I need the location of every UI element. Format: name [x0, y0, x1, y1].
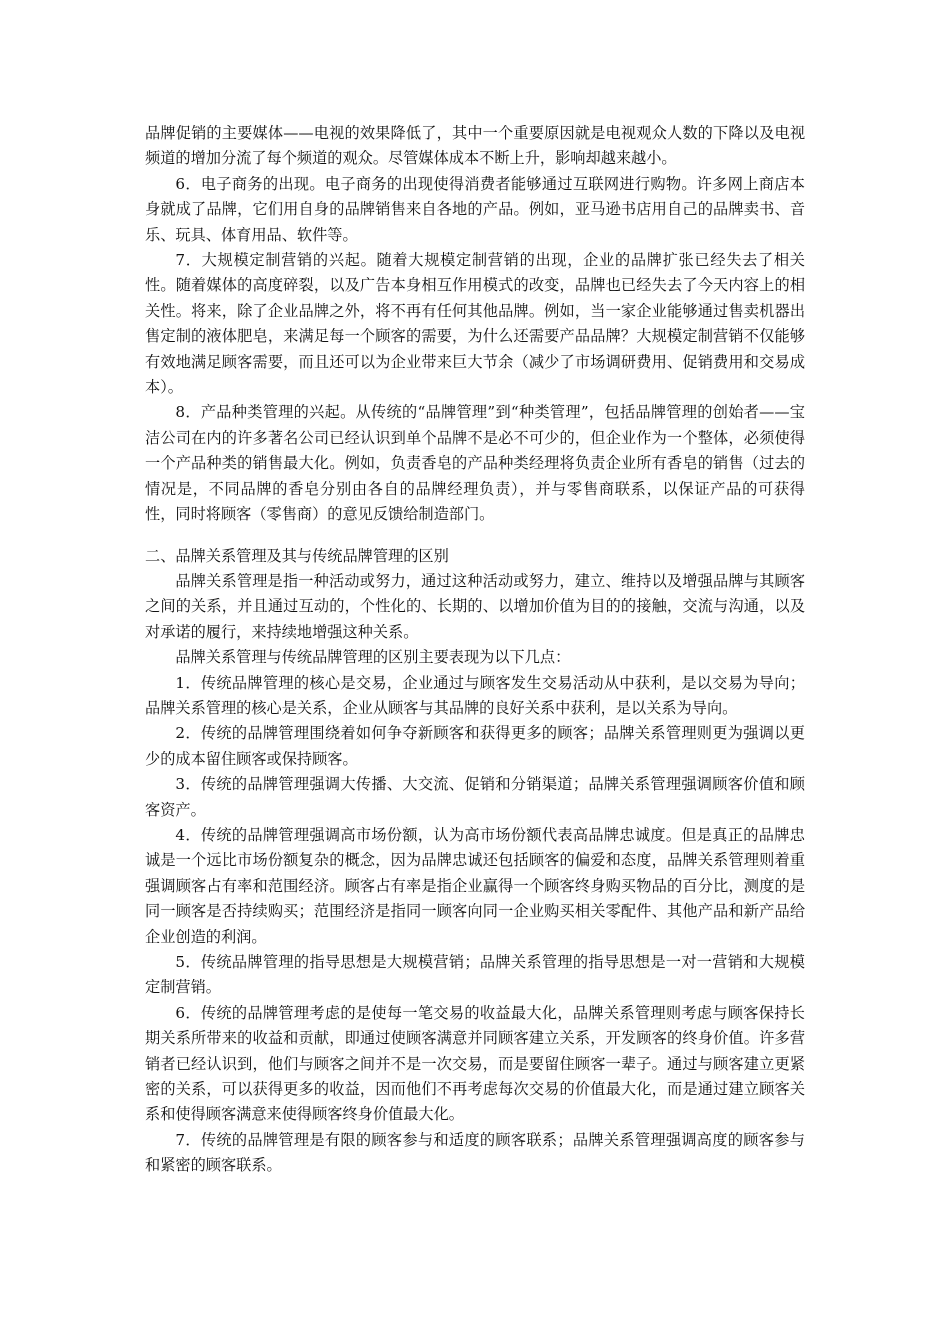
- list-item-difference-4: 4．传统的品牌管理强调高市场份额，认为高市场份额代表高品牌忠诚度。但是真正的品牌忠诚是一个远比市场份额复杂的概念，因为品牌忠诚还包括顾客的偏爱和态度，品牌关系管理则着重强调顾客占有率和范围经济。顾客占有率是指企业赢得一个顾客终身购买物品的百分比，测度的是同一顾客是否持续购买；范围经济是指同一顾客向同一企业购买相关零配件、其他产品和新产品给企业创造的利润。: [145, 825, 805, 946]
- paragraph-category-management: 8．产品种类管理的兴起。从传统的“品牌管理”到“种类管理”，包括品牌管理的创始者——宝洁公司在内的许多著名公司已经认识到单个品牌不是必不可少的，但企业作为一个整体，必须使得一个产品种类的销售最大化。例如，负责香皂的产品种类经理将负责企业所有香皂的销售（过去的情况是，不同品牌的香皂分别由各自的品牌经理负责），并与零售商联系，以保证产品的可获得性，同时将顾客（零售商）的意见反馈给制造部门。: [145, 403, 805, 524]
- list-item-difference-3: 3．传统的品牌管理强调大传播、大交流、促销和分销渠道；品牌关系管理强调顾客价值和顾客资产。: [145, 775, 805, 819]
- paragraph-media-effect: 品牌促销的主要媒体——电视的效果降低了，其中一个重要原因就是电视观众人数的下降以及电视频道的增加分流了每个频道的观众。尽管媒体成本不断上升，影响却越来越小。: [145, 124, 805, 168]
- list-item-difference-6: 6．传统的品牌管理考虑的是使每一笔交易的收益最大化，品牌关系管理则考虑与顾客保持长期关系所带来的收益和贡献，即通过使顾客满意并同顾客建立关系，开发顾客的终身价值。许多营销者已经认识到，他们与顾客之间并不是一次交易，而是要留住顾客一辈子。通过与顾客建立更紧密的关系，可以获得更多的收益，因而他们不再考虑每次交易的价值最大化，而是通过建立顾客关系和使得顾客满意来使得顾客终身价值最大化。: [145, 1003, 805, 1124]
- section-heading: 二、品牌关系管理及其与传统品牌管理的区别: [145, 546, 449, 565]
- list-item-difference-5: 5．传统品牌管理的指导思想是大规模营销；品牌关系管理的指导思想是一对一营销和大规模定制营销。: [145, 953, 805, 997]
- document-body: [145, 121, 805, 1179]
- paragraph-mass-customization: 7．大规模定制营销的兴起。随着大规模定制营销的出现，企业的品牌扩张已经失去了相关性。随着媒体的高度碎裂，以及广告本身相互作用模式的改变，品牌也已经失去了今天内容上的相关性。将来，除了企业品牌之外，将不再有任何其他品牌。例如，当一家企业能够通过售卖机器出售定制的液体肥皂，来满足每一个顾客的需要，为什么还需要产品品牌？大规模定制营销不仅能够有效地满足顾客需要，而且还可以为企业带来巨大节余（减少了市场调研费用、促销费用和交易成本）。: [145, 251, 805, 397]
- list-item-difference-2: 2．传统的品牌管理围绕着如何争夺新顾客和获得更多的顾客；品牌关系管理则更为强调以更少的成本留住顾客或保持顾客。: [145, 724, 805, 768]
- list-item-difference-7: 7．传统的品牌管理是有限的顾客参与和适度的顾客联系；品牌关系管理强调高度的顾客参与和紧密的顾客联系。: [145, 1130, 805, 1175]
- paragraph-differences-intro: 品牌关系管理与传统品牌管理的区别主要表现为以下几点：: [175, 648, 571, 667]
- paragraph-definition: 品牌关系管理是指一种活动或努力，通过这种活动或努力，建立、维持以及增强品牌与其顾客之间的关系，并且通过互动的，个性化的、长期的、以增加价值为目的的接触，交流与沟通，以及对承诺的履行，来持续地增强这种关系。: [145, 571, 805, 641]
- paragraph-ecommerce: 6．电子商务的出现。电子商务的出现使得消费者能够通过互联网进行购物。许多网上商店本身就成了品牌，它们用自身的品牌销售来自各地的产品。例如，亚马逊书店用自己的品牌卖书、音乐、玩具、体育用品、软件等。: [145, 174, 805, 244]
- section-spacer: [145, 528, 805, 544]
- list-item-difference-1: 1．传统品牌管理的核心是交易，企业通过与顾客发生交易活动从中获利，是以交易为导向；品牌关系管理的核心是关系，企业从顾客与其品牌的良好关系中获利，是以关系为导向。: [145, 673, 805, 717]
